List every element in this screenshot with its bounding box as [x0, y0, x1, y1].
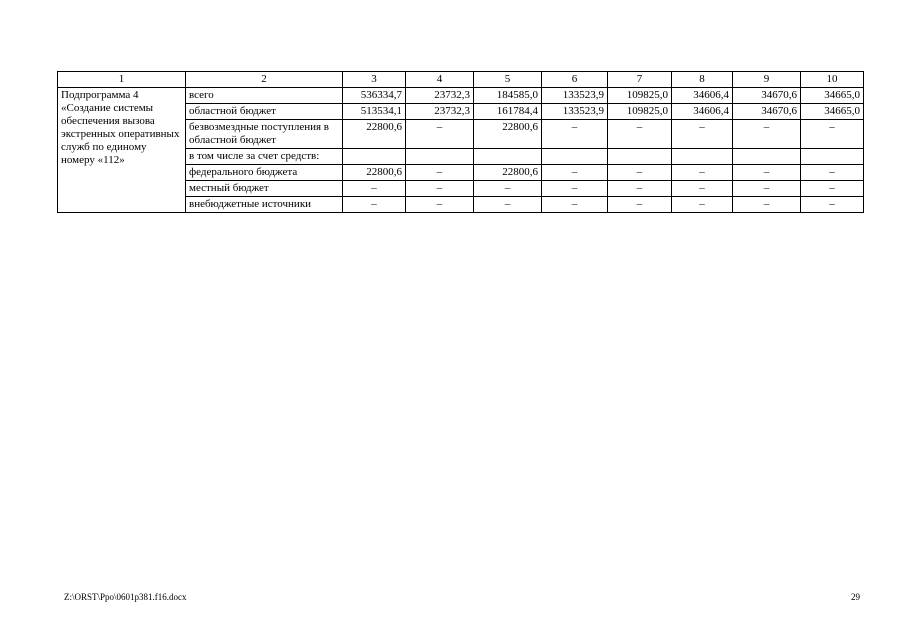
value-cell	[801, 149, 864, 165]
value-cell: 109825,0	[608, 104, 672, 120]
value-cell: 184585,0	[474, 88, 542, 104]
value-cell: –	[608, 197, 672, 213]
value-cell: –	[672, 181, 733, 197]
subprogram-name: Подпрограмма 4 «Создание системы обеспечения вызова экстренных оперативных служб по единому номеру «112»	[58, 88, 186, 213]
value-cell: –	[542, 120, 608, 149]
value-cell: –	[672, 120, 733, 149]
value-cell: –	[542, 165, 608, 181]
funding-source-label: в том числе за счет средств:	[186, 149, 343, 165]
value-cell: –	[406, 165, 474, 181]
column-header: 5	[474, 72, 542, 88]
value-cell: 23732,3	[406, 88, 474, 104]
value-cell: –	[406, 120, 474, 149]
value-cell: –	[801, 181, 864, 197]
column-header: 9	[733, 72, 801, 88]
value-cell: –	[608, 165, 672, 181]
value-cell: –	[733, 165, 801, 181]
budget-table	[57, 71, 864, 213]
value-cell: 513534,1	[343, 104, 406, 120]
funding-source-label: федерального бюджета	[186, 165, 343, 181]
value-cell: –	[733, 120, 801, 149]
value-cell	[542, 149, 608, 165]
table-row	[58, 88, 864, 104]
funding-source-label: местный бюджет	[186, 181, 343, 197]
value-cell: 34606,4	[672, 88, 733, 104]
value-cell: 34606,4	[672, 104, 733, 120]
value-cell: 23732,3	[406, 104, 474, 120]
value-cell: –	[672, 197, 733, 213]
value-cell	[406, 149, 474, 165]
value-cell: 109825,0	[608, 88, 672, 104]
value-cell	[343, 149, 406, 165]
value-cell: 22800,6	[474, 120, 542, 149]
value-cell: –	[672, 165, 733, 181]
value-cell: 22800,6	[343, 165, 406, 181]
value-cell: –	[474, 181, 542, 197]
column-header: 7	[608, 72, 672, 88]
value-cell: –	[343, 197, 406, 213]
value-cell: –	[733, 197, 801, 213]
table-header-row	[58, 72, 864, 88]
value-cell: 34670,6	[733, 104, 801, 120]
column-header: 8	[672, 72, 733, 88]
value-cell	[474, 149, 542, 165]
column-header: 3	[343, 72, 406, 88]
value-cell: –	[733, 181, 801, 197]
value-cell: –	[801, 165, 864, 181]
value-cell: –	[474, 197, 542, 213]
value-cell: –	[608, 181, 672, 197]
value-cell: 133523,9	[542, 104, 608, 120]
funding-source-label: внебюджетные источники	[186, 197, 343, 213]
footer-file-path: Z:\ORST\Ppo\0601p381.f16.docx	[64, 592, 187, 602]
column-header: 4	[406, 72, 474, 88]
value-cell: 34665,0	[801, 88, 864, 104]
value-cell: 22800,6	[474, 165, 542, 181]
value-cell	[672, 149, 733, 165]
value-cell: 34670,6	[733, 88, 801, 104]
value-cell	[733, 149, 801, 165]
funding-source-label: безвозмездные поступления в областной бюджет	[186, 120, 343, 149]
column-header: 1	[58, 72, 186, 88]
funding-source-label: всего	[186, 88, 343, 104]
column-header: 2	[186, 72, 343, 88]
value-cell	[608, 149, 672, 165]
value-cell: –	[343, 181, 406, 197]
value-cell: –	[801, 197, 864, 213]
column-header: 6	[542, 72, 608, 88]
value-cell: 34665,0	[801, 104, 864, 120]
value-cell: 22800,6	[343, 120, 406, 149]
funding-source-label: областной бюджет	[186, 104, 343, 120]
page-number: 29	[851, 592, 860, 602]
value-cell: 133523,9	[542, 88, 608, 104]
value-cell: –	[406, 181, 474, 197]
value-cell: 536334,7	[343, 88, 406, 104]
value-cell: –	[801, 120, 864, 149]
value-cell: –	[406, 197, 474, 213]
value-cell: –	[542, 197, 608, 213]
value-cell: –	[542, 181, 608, 197]
value-cell: 161784,4	[474, 104, 542, 120]
value-cell: –	[608, 120, 672, 149]
column-header: 10	[801, 72, 864, 88]
